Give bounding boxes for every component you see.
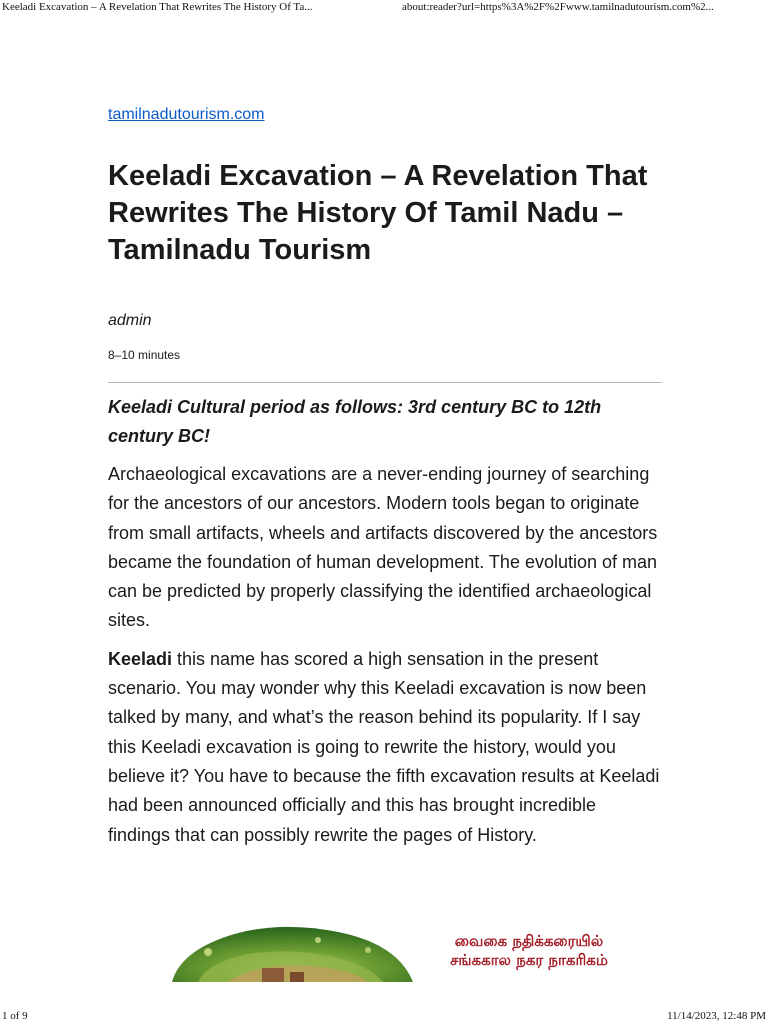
- article-author: admin: [108, 312, 152, 329]
- header-divider: [108, 382, 662, 383]
- paragraph-text: this name has scored a high sensation in the present scenario. You may wonder why this Keeladi excavation is now been talked by many, and what’s the reason behind its popularity. If I say this Keeladi excavation is going to rewrite the history, would you believe it? You have to because the fifth excavation results at Keeladi had been announced officially and this has brought incredible findings that can possibly rewrite the pages of History.: [108, 648, 660, 845]
- banner-tamil-line: சங்ககால நகர நாகரிகம்: [450, 951, 608, 969]
- article-paragraph: Archaeological excavations are a never-ending journey of searching for the ancestors of our ancestors. Modern tools began to originate from small artifacts, wheels and artifacts discovered by the ancestors became the foundation of human development. The evolution of man can be predicted by properly classifying the identified archaeological sites.: [108, 464, 658, 631]
- reader-article: [108, 106, 662, 850]
- print-timestamp: 11/14/2023, 12:48 PM: [667, 1010, 766, 1022]
- print-header: [0, 0, 768, 18]
- print-footer: [0, 1010, 768, 1024]
- keeladi-bold-term: Keeladi: [108, 648, 173, 669]
- source-domain-link[interactable]: tamilnadutourism.com: [108, 106, 265, 123]
- article-subheading: Keeladi Cultural period as follows: 3rd century BC to 12th century BC!: [108, 397, 602, 446]
- page-counter: 1 of 9: [2, 1010, 28, 1022]
- print-page-url: about:reader?url=https%3A%2F%2Fwww.tamilnadutourism.com%2...: [402, 1, 714, 13]
- article-paragraph: [108, 645, 662, 850]
- article-banner-image: [168, 922, 628, 982]
- banner-tamil-heading: [430, 932, 628, 970]
- reading-time: 8–10 minutes: [108, 348, 181, 362]
- print-page-title: Keeladi Excavation – A Revelation That Rewrites The History Of Ta...: [2, 1, 313, 13]
- article-title: Keeladi Excavation – A Revelation That Rewrites The History Of Tamil Nadu – Tamilnadu Tourism: [108, 160, 648, 266]
- banner-tamil-line: வைகை நதிக்கரையில்: [454, 932, 604, 950]
